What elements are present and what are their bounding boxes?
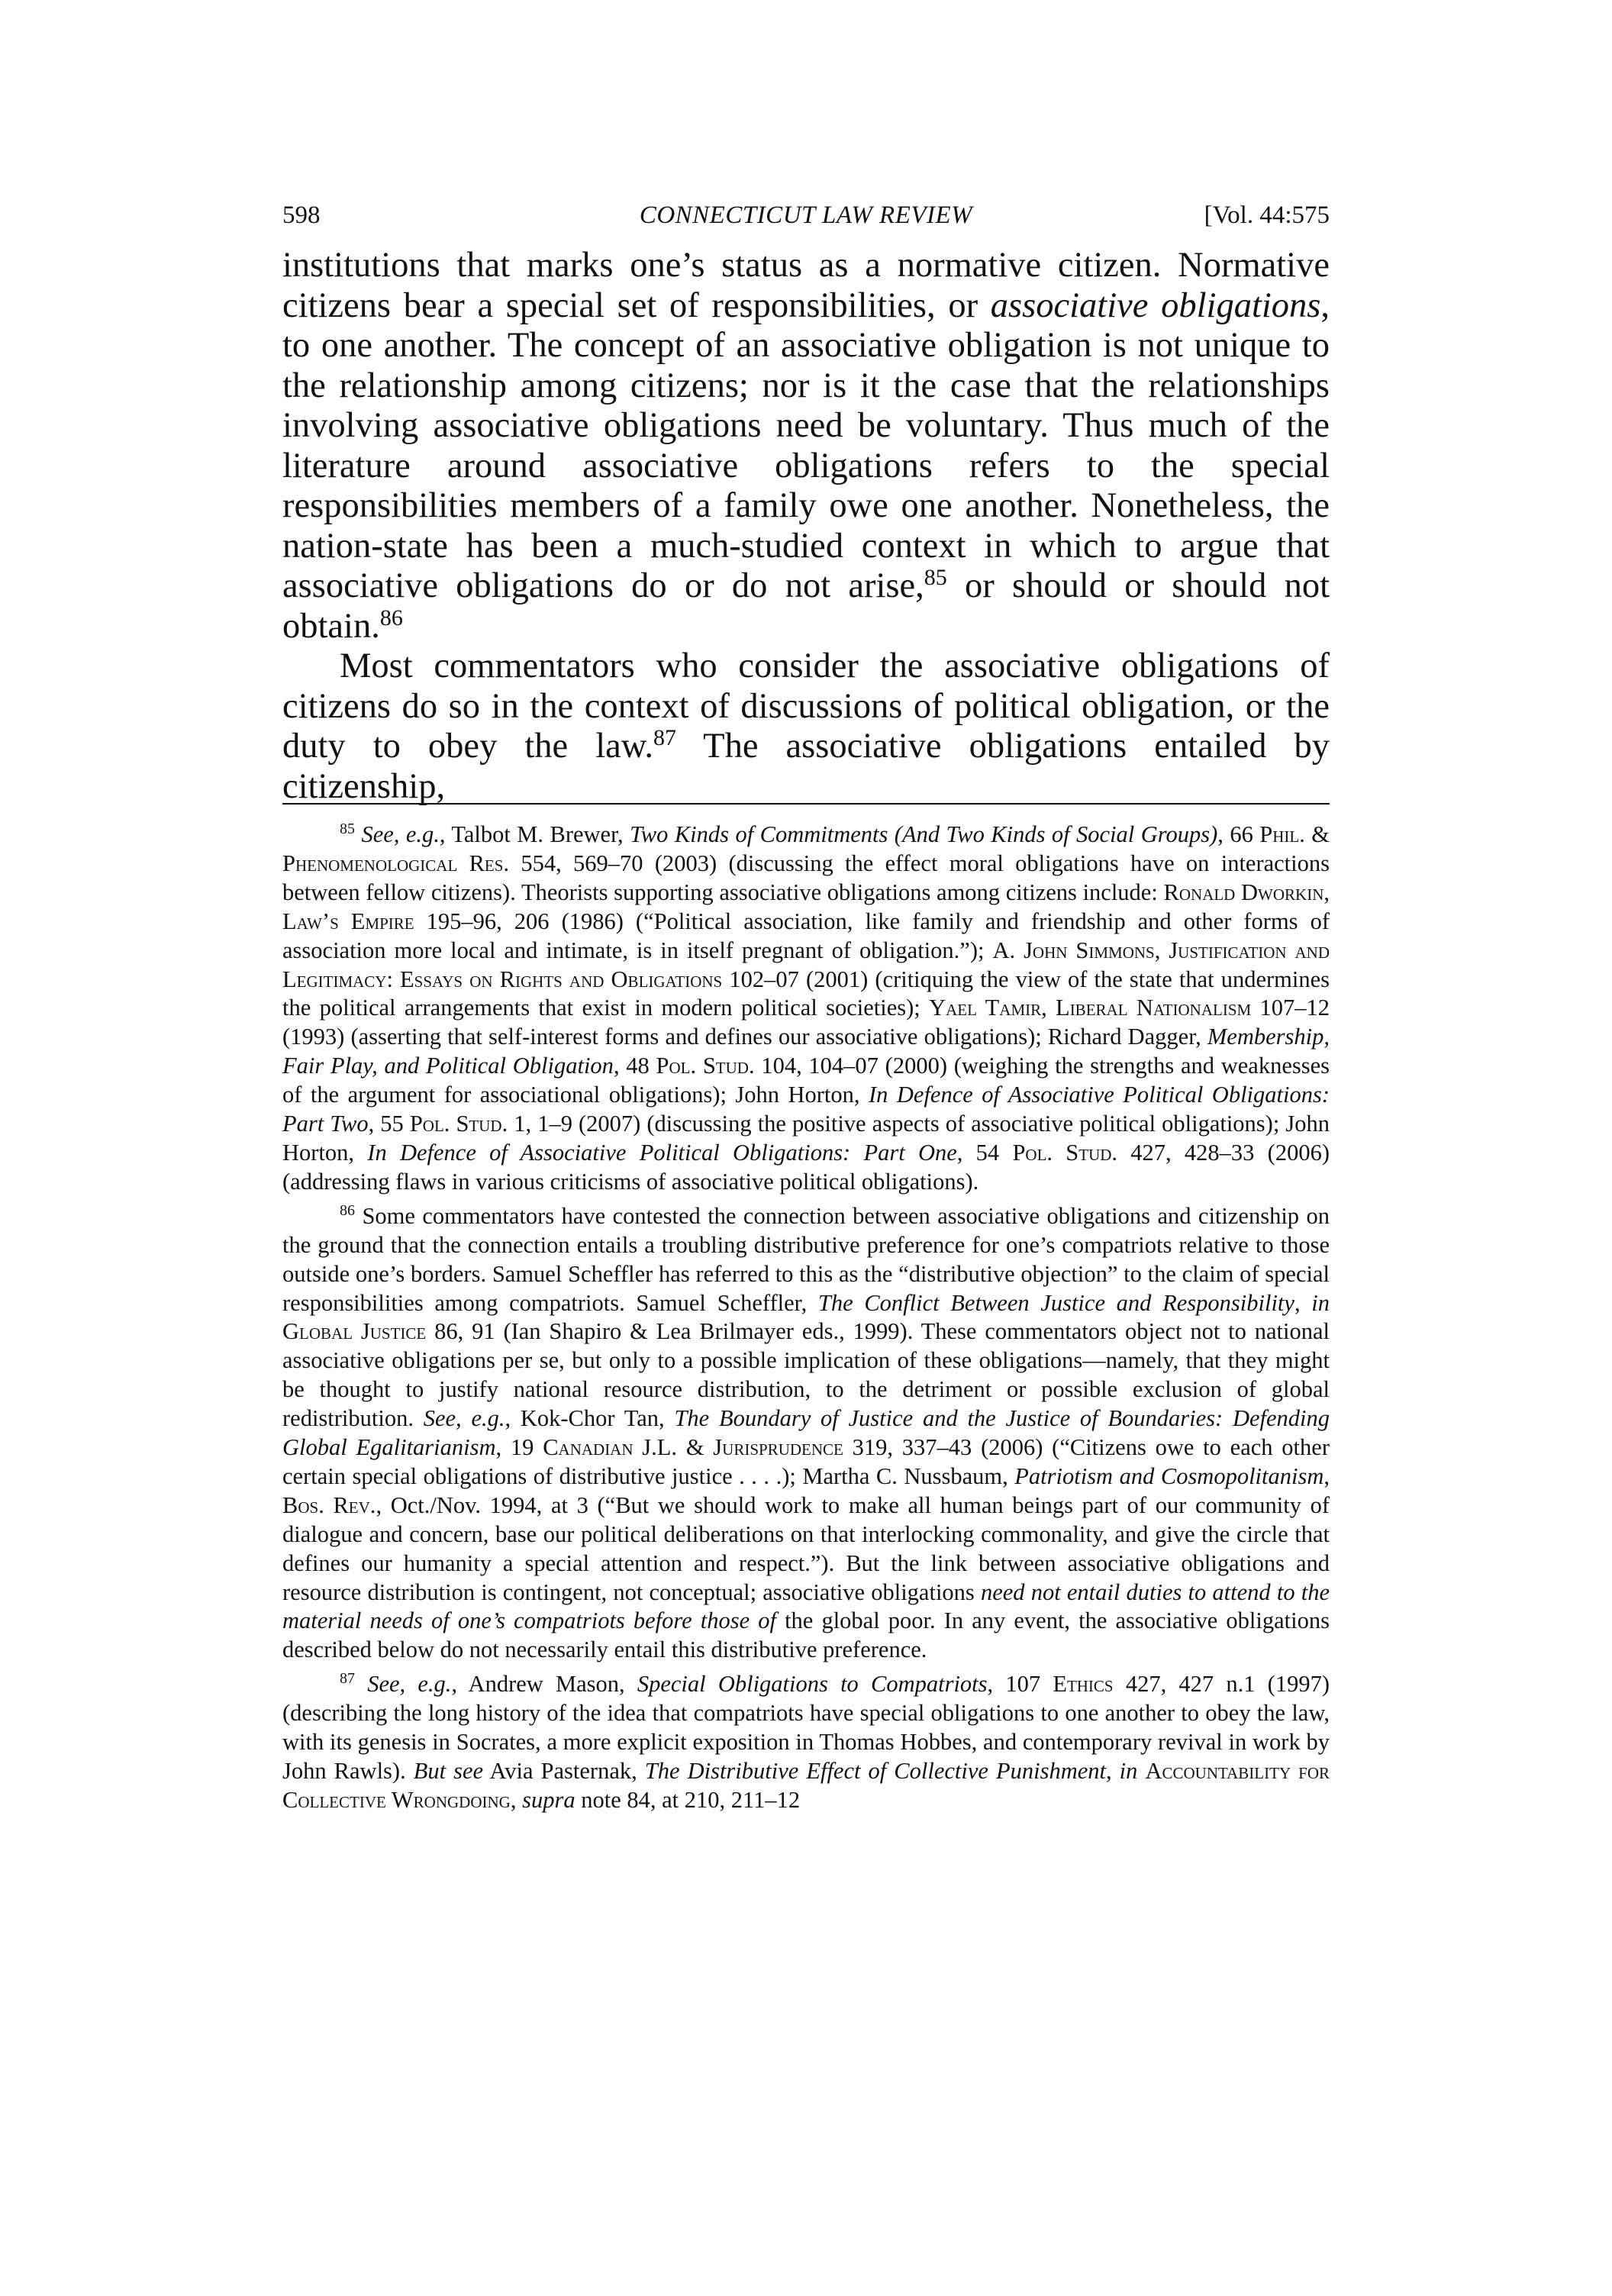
- footnote-87: $^{87}$ See, e.g., Andrew Mason, Special Obligations to Compatriots, 107 Ethics 427, 427 n.1 (1997) (describing the long history of the idea that compatriots have special obligations to one another to obey the law, with its genesis in Socrates, a more explicit exposition in Thomas Hobbes, and contemporary revival in work by John Rawls). But see Avia Pasternak, The Distributive Effect of Collective Punishment, in Accountability for Collective Wrongdoing, supra note 84, at 210, 211–12: [282, 1670, 1330, 1813]
- footnote-number: 87: [340, 1670, 355, 1688]
- volume-citation: [Vol. 44:575: [1204, 202, 1330, 229]
- footnote-ref[interactable]: 85: [924, 565, 947, 590]
- running-header: [282, 197, 1330, 234]
- body-paragraph: Most commentators who consider the associative obligations of citizens do so in the context of discussions of political obligation, or the duty to obey the law.$^{87}$ The associative obligations entailed by citizenship,: [282, 647, 1330, 806]
- footnote-ref[interactable]: 87: [653, 725, 676, 750]
- footnotes: [282, 821, 1330, 1820]
- footnote-number: 85: [340, 821, 355, 837]
- footnote-divider: [282, 803, 1330, 805]
- page-number: 598: [282, 202, 321, 229]
- footnote-ref[interactable]: 86: [379, 605, 403, 630]
- footnote-85: $^{85}$ See, e.g., Talbot M. Brewer, Two Kinds of Commitments (And Two Kinds of Social Groups), 66 Phil. & Phenomenological Res. 554, 569–70 (2003) (discussing the effect moral obligations have on interactions between fellow citizens). Theorists supporting associative obligations among citizens include: Ronald Dworkin, Law’s Empire 195–96, 206 (1986) (“Political association, like family and friendship and other forms of association more local and intimate, is in itself pregnant of obligation.”); A. John Simmons, Justification and Legitimacy: Essays on Rights and Obligations 102–07 (2001) (critiquing the view of the state that undermines the political arrangements that exist in modern political societies); Yael Tamir, Liberal Nationalism 107–12 (1993) (asserting that self-interest forms and defines our associative obligations); Richard Dagger, Membership, Fair Play, and Political Obligation, 48 Pol. Stud. 104, 104–07 (2000) (weighing the strengths and weaknesses of the argument for associational obligations); John Horton, In Defence of Associative Political Obligations: Part Two, 55 Pol. Stud. 1, 1–9 (2007) (discussing the positive aspects of associative political obligations); John Horton, In Defence of Associative Political Obligations: Part One, 54 Pol. Stud. 427, 428–33 (2006) (addressing flaws in various criticisms of associative political obligations).: [282, 821, 1330, 1195]
- journal-title: CONNECTICUT LAW REVIEW: [639, 202, 973, 229]
- main-text: [282, 246, 1330, 807]
- footnote-86: $^{86}$ Some commentators have contested the connection between associative obligations and citizenship on the ground that the connection entails a troubling distributive preference for one’s compatriots relative to those outside one’s borders. Samuel Scheffler has referred to this as the “distributive objection” to the claim of special responsibilities among compatriots. Samuel Scheffler, The Conflict Between Justice and Responsibility, in Global Justice 86, 91 (Ian Shapiro & Lea Brilmayer eds., 1999). These commentators object not to national associative obligations per se, but only to a possible implication of these obligations—namely, that they might be thought to justify national resource distribution, to the detriment or possible exclusion of global redistribution. See, e.g., Kok-Chor Tan, The Boundary of Justice and the Justice of Boundaries: Defending Global Egalitarianism, 19 Canadian J.L. & Jurisprudence 319, 337–43 (2006) (“Citizens owe to each other certain special obligations of distributive justice . . . .); Martha C. Nussbaum, Patriotism and Cosmopolitanism, Bos. Rev., Oct./Nov. 1994, at 3 (“But we should work to make all human beings part of our community of dialogue and concern, base our political deliberations on that interlocking commonality, and give the circle that defines our humanity a special attention and respect.”). But the link between associative obligations and resource distribution is contingent, not conceptual; associative obligations need not entail duties to attend to the material needs of one’s compatriots before those of the global poor. In any event, the associative obligations described below do not necessarily entail this distributive preference.: [282, 1201, 1330, 1663]
- footnote-number: 86: [340, 1201, 355, 1219]
- body-paragraph: institutions that marks one’s status as a normative citizen. Normative citizens bear a special set of responsibilities, or associative obligations, to one another. The concept of an associative obligation is not unique to the relationship among citizens; nor is it the case that the relationships involving associative obligations need be voluntary. Thus much of the literature around associative obligations refers to the special responsibilities members of a family owe one another. Nonetheless, the nation-state has been a much-studied context in which to argue that associative obligations do or do not arise,$^{85}$ or should or should not obtain.$^{86}$: [282, 246, 1330, 646]
